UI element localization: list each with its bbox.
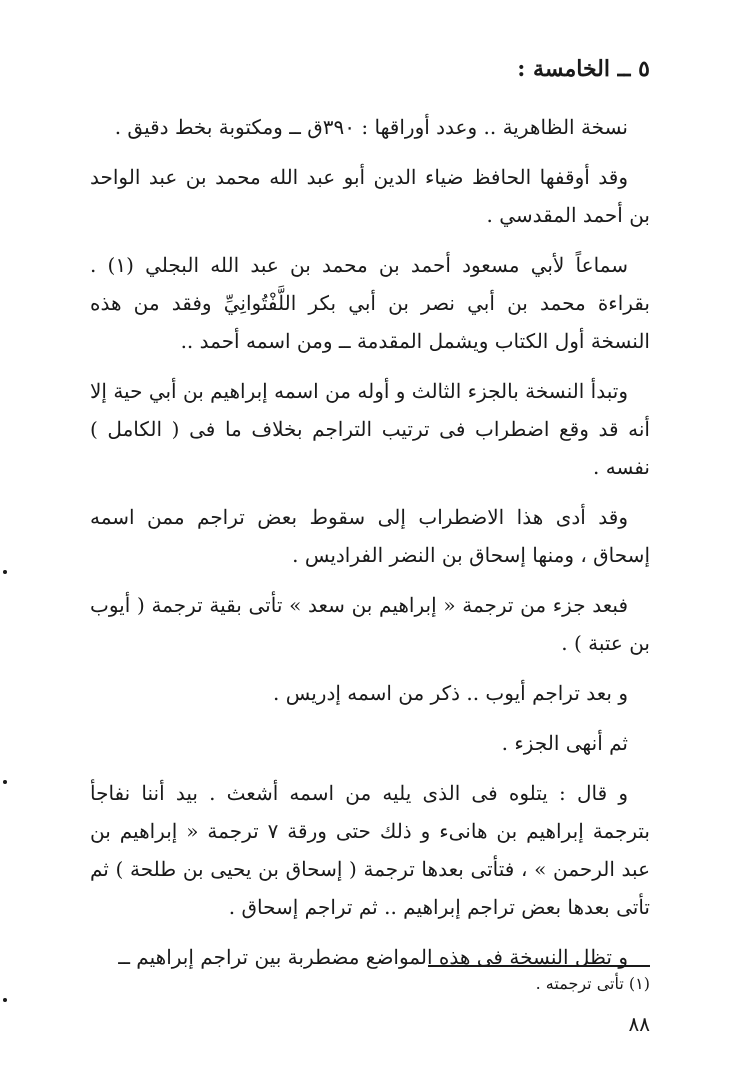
paragraph-5: وقد أدى هذا الاضطراب إلى سقوط بعض تراجم ممن اسمه إسحاق ، ومنها إسحاق بن النضر الفراديس . [90, 505, 650, 567]
paragraph-6: فبعد جزء من ترجمة « إبراهيم بن سعد » تأتى بقية ترجمة ( أيوب بن عتبة ) . [90, 593, 650, 655]
scan-speck [3, 570, 7, 574]
scan-speck [3, 998, 7, 1002]
section-heading: ٥ ــ الخامسة : [517, 56, 650, 82]
paragraph-10: و تظل النسخة فى هذه المواضع مضطربة بين تراجم إبراهيم ــ [118, 945, 628, 969]
footnote: (١) تأتى ترجمته . [535, 974, 650, 993]
paragraph-1: نسخة الظاهرية .. وعدد أوراقها : ٣٩٠ق ــ ومكتوبة بخط دقيق . [114, 115, 628, 139]
paragraph-7: و بعد تراجم أيوب .. ذكر من اسمه إدريس . [273, 681, 628, 705]
paragraph-3: سماعاً لأبي مسعود أحمد بن محمد بن عبد الله البجلي (١) . بقراءة محمد بن أبي نصر بن أبي بكر اللَّفْتُوانِيِّ وفقد من هذه النسخة أول الكتاب ويشمل المقدمة ــ ومن اسمه أحمد .. [90, 253, 650, 353]
paragraph-4: وتبدأ النسخة بالجزء الثالث و أوله من اسمه إبراهيم بن أبي حية إلا أنه قد وقع اضطراب فى ترتيب التراجم بخلاف ما فى ( الكامل ) نفسه . [90, 379, 650, 479]
scan-speck [3, 780, 7, 784]
page-number: ٨٨ [628, 1012, 650, 1036]
body-text [90, 108, 650, 988]
paragraph-2: وقد أوقفها الحافظ ضياء الدين أبو عبد الله محمد بن عبد الواحد بن أحمد المقدسي . [90, 165, 650, 227]
paragraph-8: ثم أنهى الجزء . [501, 731, 628, 755]
footnote-divider [428, 965, 650, 967]
paragraph-9: و قال : يتلوه فى الذى يليه من اسمه أشعث . بيد أننا نفاجأ بترجمة إبراهيم بن هانىء و ذلك حتى ورقة ٧ ترجمة « إبراهيم بن عبد الرحمن » ، فتأتى بعدها ترجمة ( إسحاق بن يحيى بن طلحة ) ثم تأتى بعدها بعض تراجم إبراهيم .. ثم تراجم إسحاق . [90, 781, 650, 919]
